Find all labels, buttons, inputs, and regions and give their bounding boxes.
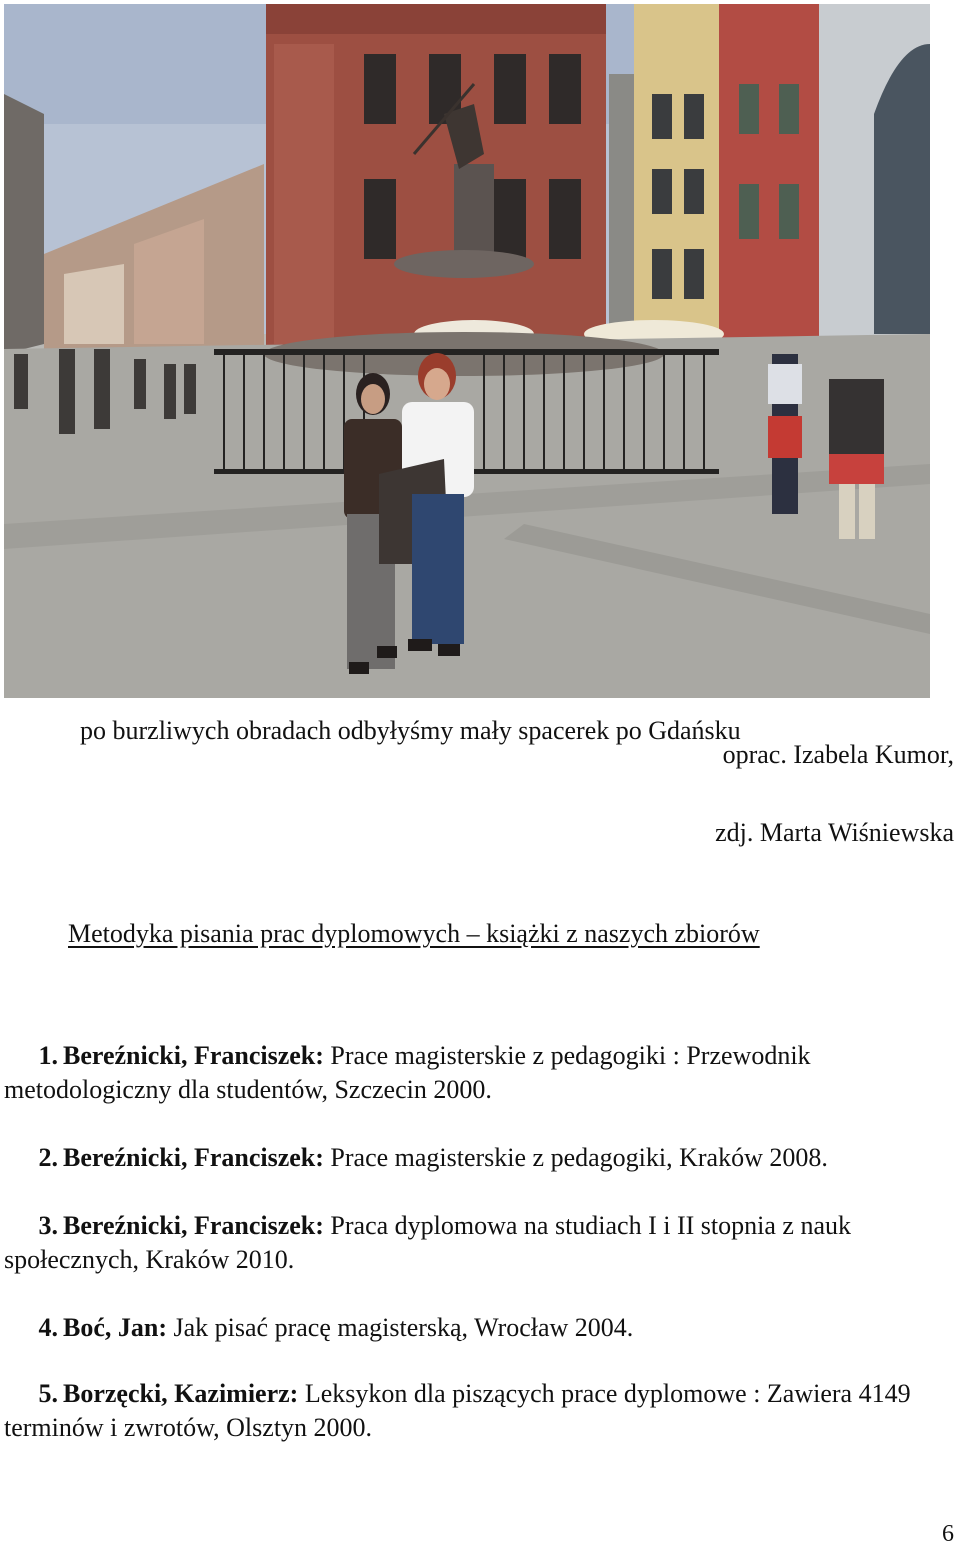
item-author: Bereźnicki, Franciszek: [63, 1211, 324, 1240]
list-item [4, 1209, 956, 1277]
item-author: Borzęcki, Kazimierz: [63, 1379, 299, 1408]
list-item [4, 1141, 956, 1175]
item-author: Bereźnicki, Franciszek: [63, 1041, 324, 1070]
photo-gdansk-fountain [4, 4, 930, 698]
item-number: 1. [38, 1041, 58, 1070]
item-title: Jak pisać pracę magisterską, Wrocław 2004. [167, 1313, 634, 1342]
page-number: 6 [942, 1521, 954, 1547]
list-item [4, 1039, 956, 1107]
item-title: Prace magisterskie z pedagogiki : Przewodnik metodologiczny dla studentów, Szczecin 2000. [4, 1041, 811, 1104]
photo-caption: po burzliwych obradach odbyłyśmy mały spacerek po Gdańsku [80, 716, 741, 745]
item-number: 4. [38, 1313, 58, 1342]
item-title: Leksykon dla piszących prace dyplomowe : Zawiera 4149 terminów i zwrotów, Olsztyn 2000. [4, 1379, 911, 1442]
credit-author: oprac. Izabela Kumor, [722, 740, 954, 769]
item-number: 3. [38, 1211, 58, 1240]
item-number: 5. [38, 1379, 58, 1408]
item-title: Prace magisterskie z pedagogiki, Kraków 2008. [323, 1143, 828, 1172]
credit-photographer: zdj. Marta Wiśniewska [715, 818, 954, 847]
item-author: Boć, Jan: [63, 1313, 167, 1342]
item-author: Bereźnicki, Franciszek: [63, 1143, 324, 1172]
list-item [4, 1377, 956, 1445]
list-item [4, 1311, 956, 1345]
item-title: Praca dyplomowa na studiach I i II stopnia z nauk społecznych, Kraków 2010. [4, 1211, 851, 1274]
section-heading: Metodyka pisania prac dyplomowych – książki z naszych zbiorów [68, 919, 760, 948]
item-number: 2. [38, 1143, 58, 1172]
